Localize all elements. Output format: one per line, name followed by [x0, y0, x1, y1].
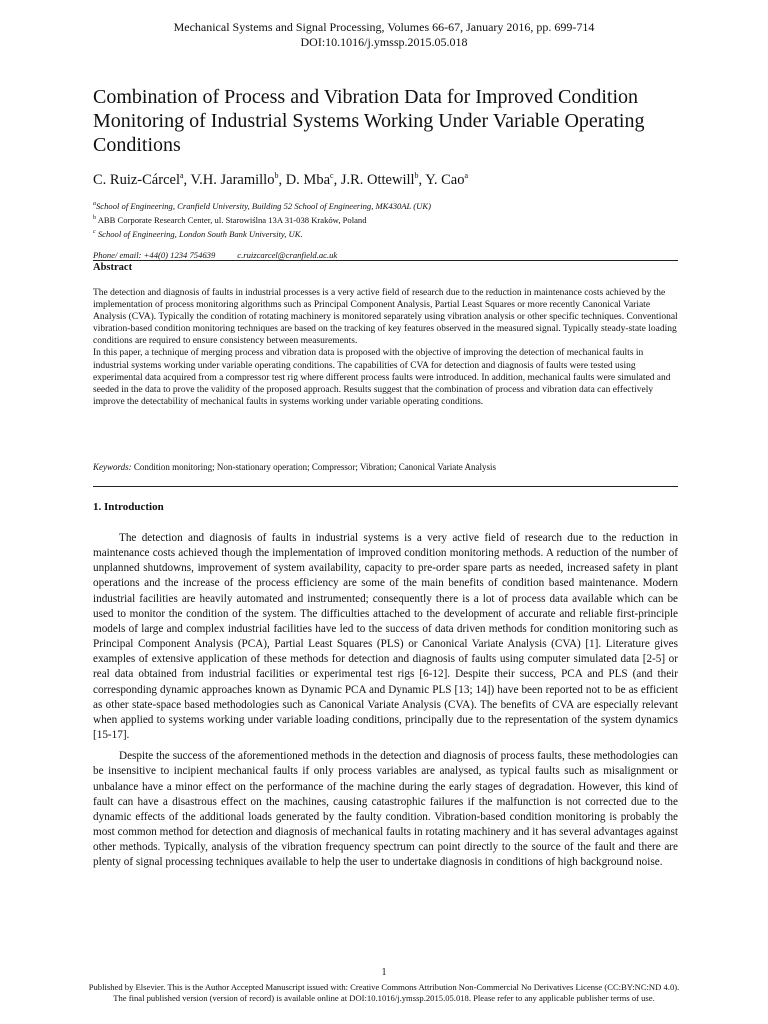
- body-paragraph: Despite the success of the aforementioned methods in the detection and diagnosis of process faults, these methodologies can be insensitive to incipient mechanical faults if only process variables are analysed, as typical faults such as misalignment or unbalance have a minor effect on the performance of the machine during the early stages of degradation. However, this kind of fault can have a disastrous effect on the machines, causing catastrophic failures if the malfunction is not corrected due to the dynamic effects of the additional loads generated by the faulty condition. Vibration-based condition monitoring is probably the most common method for detection and diagnosis of mechanical faults in rotating machinery and it has several advantages against other methods. Typically, analysis of the vibration frequency spectrum can point directly to the source of the fault and there are plenty of signal processing techniques available to help the user to undertake diagnosis in conditions of high background noise.: [93, 750, 678, 869]
- affiliation-text: School of Engineering, London South Bank University, UK.: [97, 228, 303, 239]
- affiliation-mark: a: [93, 201, 96, 207]
- author-affiliation-mark: c: [330, 171, 334, 180]
- keywords: [93, 462, 496, 472]
- contact-email[interactable]: c.ruizcarcel@cranfield.ac.uk: [237, 250, 338, 260]
- section-body: [93, 531, 678, 876]
- author-affiliation-mark: b: [274, 171, 279, 180]
- author-affiliation-mark: a: [179, 171, 184, 180]
- affiliation-list: [93, 198, 431, 240]
- body-paragraph: The detection and diagnosis of faults in industrial systems is a very active field of research due to the reduction in maintenance costs achieved though the implementation of improved condition monitoring methods. A reduction of the number of unplanned shutdowns, improvement of system availability, capacity to pre-order spare parts as needed, increased safety in plant operations and the increase of the process efficiency are some of the main benefits of condition based maintenance. Modern industrial facilities are heavily automated and instrumented; consequently there is a lot of process data available which can be used to monitor the condition of the system. The difficulties attached to the development of accurate and reliable first-principle models of large and complex industrial facilities have led to the success of data driven methods for condition monitoring such as Principal Component Analysis (PCA), Partial Least Squares (PLS) or Canonical Variate Analysis (CVA) [1]. Literature gives examples of extensive application of these methods for detection and diagnosis of faults using computer simulated data [2-5] or real data obtained from industrial facilities or experimental test rigs [6-12]. Despite their success, PCA and PLS (and their corresponding dynamic approaches known as Dynamic PCA and Dynamic PLS [13; 14]) have been reported not to be as efficient as other state-space based methodologies such as Canonical Variate Analysis (CVA). The benefits of CVA are especially relevant when applied to systems working under variable loading conditions, principally due to the representation of the system dynamics [15-17].: [93, 532, 678, 742]
- affiliation-mark: c: [93, 228, 96, 235]
- affiliation-text: School of Engineering, Cranfield University, Building 52 School of Engineering, MK430AL (UK): [96, 200, 431, 211]
- page-number: 1: [381, 967, 387, 978]
- author-affiliation-mark: a: [464, 171, 469, 180]
- author-name: D. Mba: [285, 171, 331, 188]
- author-list: C. Ruiz-Cárcel$^a$, V.H. Jaramillo$^b$, D. Mba$^c$, J.R. Ottewill$^b$, Y. Cao$^a$: [93, 171, 469, 188]
- author-name: C. Ruiz-Cárcel: [93, 171, 180, 188]
- affiliation-item: [93, 212, 431, 226]
- keywords-label: Keywords:: [93, 462, 132, 472]
- author-name: Y. Cao: [425, 171, 465, 188]
- contact-phone: Phone/ email: +44(0) 1234 754639: [93, 250, 216, 260]
- author-name: V.H. Jaramillo: [190, 171, 275, 188]
- affiliation-item: [93, 198, 431, 212]
- abstract-body: [93, 287, 678, 408]
- affiliation-item: [93, 226, 431, 240]
- section-heading: 1. Introduction: [93, 501, 164, 513]
- paper-title: Combination of Process and Vibration Data for Improved Condition Monitoring of Industrial Systems Working Under Variable Operating Conditions: [93, 86, 645, 156]
- contact-line: [93, 250, 337, 260]
- abstract-heading: Abstract: [93, 262, 133, 273]
- journal-doi: DOI:10.1016/j.ymssp.2015.05.018: [300, 35, 468, 49]
- keywords-text: Condition monitoring; Non-stationary operation; Compressor; Vibration; Canonical Variate Analysis: [131, 462, 497, 472]
- divider: [93, 486, 678, 487]
- license-footer: [0, 982, 768, 1004]
- abstract-paragraph: The detection and diagnosis of faults in industrial processes is a very active field of research due to the reduction in maintenance costs achieved by the implementation of process monitoring algorithms such as Principal Component Analysis, Partial Least Squares or more recently Canonical Variate Analysis (CVA). Typically the condition of rotating machinery is monitored separately using vibration analysis or other specific techniques. Conventional vibration-based condition monitoring techniques are based on the tracking of key features observed in the measured signal. Typically steady-state loading conditions are required to ensure consistency between measurements.: [93, 288, 678, 347]
- abstract-paragraph: In this paper, a technique of merging process and vibration data is proposed with the objective of improving the detection of mechanical faults in industrial systems working under variable operating conditions. The capabilities of CVA for detection and diagnosis of faults were tested using experimental data acquired from a compressor test rig where different process faults were introduced. In addition, mechanical faults were simulated and seeded in the data to prove the validity of the proposed approach. Results suggest that the combination of process and vibration data can effectively improve the detectability of mechanical faults in systems working under variable operating conditions.: [93, 348, 671, 407]
- journal-header: [0, 20, 768, 50]
- affiliation-mark: b: [93, 214, 96, 221]
- divider: [93, 260, 678, 261]
- footer-line: The final published version (version of record) is available online at DOI:10.1016/j.ymssp.2015.05.018. Please refer to any applicable publisher terms of use.: [113, 993, 655, 1003]
- footer-line: Published by Elsevier. This is the Author Accepted Manuscript issued with: Creative Commons Attribution Non-Commercial No Derivatives License (CC:BY:NC:ND 4.0).: [88, 982, 680, 992]
- author-name: J.R. Ottewill: [340, 171, 415, 188]
- journal-citation: Mechanical Systems and Signal Processing, Volumes 66-67, January 2016, pp. 699-714: [173, 20, 595, 34]
- affiliation-text: ABB Corporate Research Center, ul. Starowiślna 13A 31-038 Kraków, Poland: [97, 214, 367, 225]
- author-affiliation-mark: b: [414, 171, 419, 180]
